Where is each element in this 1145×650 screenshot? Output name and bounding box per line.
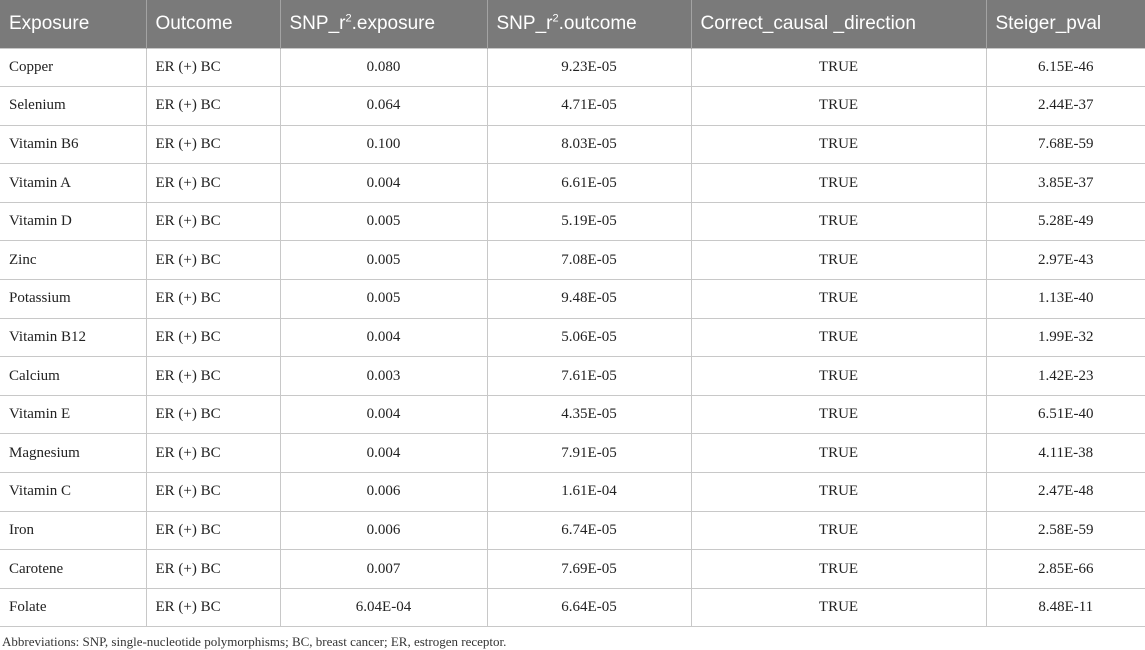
cell-steiger-pval: 7.68E-59 (986, 125, 1145, 164)
cell-steiger-pval: 2.58E-59 (986, 511, 1145, 550)
cell-snp-r2-outcome: 6.74E-05 (487, 511, 691, 550)
cell-correct-causal-direction: TRUE (691, 395, 986, 434)
cell-correct-causal-direction: TRUE (691, 588, 986, 627)
cell-steiger-pval: 1.42E-23 (986, 357, 1145, 396)
cell-snp-r2-outcome: 7.61E-05 (487, 357, 691, 396)
cell-outcome: ER (+) BC (146, 473, 280, 512)
cell-outcome: ER (+) BC (146, 48, 280, 87)
cell-snp-r2-outcome: 6.64E-05 (487, 588, 691, 627)
cell-snp-r2-outcome: 9.23E-05 (487, 48, 691, 87)
cell-exposure: Vitamin C (0, 473, 146, 512)
cell-outcome: ER (+) BC (146, 280, 280, 319)
cell-correct-causal-direction: TRUE (691, 357, 986, 396)
table-row (0, 125, 1145, 164)
cell-steiger-pval: 1.99E-32 (986, 318, 1145, 357)
header-snp-r2-outcome (487, 0, 691, 48)
header-steiger-pval: Steiger_pval (986, 0, 1145, 48)
cell-exposure: Magnesium (0, 434, 146, 473)
cell-correct-causal-direction: TRUE (691, 434, 986, 473)
cell-correct-causal-direction: TRUE (691, 241, 986, 280)
table-row (0, 588, 1145, 627)
table-row (0, 202, 1145, 241)
cell-outcome: ER (+) BC (146, 588, 280, 627)
header-snp-r2-outcome-suffix: .outcome (558, 12, 637, 34)
cell-snp-r2-outcome: 5.19E-05 (487, 202, 691, 241)
table-row (0, 87, 1145, 126)
cell-steiger-pval: 2.47E-48 (986, 473, 1145, 512)
table-row (0, 357, 1145, 396)
cell-outcome: ER (+) BC (146, 87, 280, 126)
cell-correct-causal-direction: TRUE (691, 87, 986, 126)
cell-snp-r2-outcome: 1.61E-04 (487, 473, 691, 512)
cell-correct-causal-direction: TRUE (691, 202, 986, 241)
table-row (0, 511, 1145, 550)
cell-exposure: Copper (0, 48, 146, 87)
header-snp-r2-exposure-sup: 2 (345, 12, 352, 25)
header-snp-r2-outcome-sup: 2 (552, 12, 559, 25)
cell-exposure: Vitamin E (0, 395, 146, 434)
table-row (0, 164, 1145, 203)
header-exposure: Exposure (9, 12, 90, 34)
cell-snp-r2-outcome: 4.35E-05 (487, 395, 691, 434)
cell-steiger-pval: 6.15E-46 (986, 48, 1145, 87)
cell-snp-r2-exposure: 0.005 (280, 241, 487, 280)
header-outcome: Outcome (146, 0, 280, 48)
header-snp-r2-outcome-prefix: SNP_r (496, 12, 553, 34)
cell-correct-causal-direction: TRUE (691, 550, 986, 589)
cell-exposure: Carotene (0, 550, 146, 589)
table-row (0, 48, 1145, 87)
cell-outcome: ER (+) BC (146, 511, 280, 550)
cell-snp-r2-outcome: 9.48E-05 (487, 280, 691, 319)
cell-exposure: Selenium (0, 87, 146, 126)
cell-correct-causal-direction: TRUE (691, 473, 986, 512)
cell-correct-causal-direction: TRUE (691, 511, 986, 550)
header-row (0, 0, 1145, 48)
cell-exposure: Vitamin D (0, 202, 146, 241)
cell-snp-r2-exposure: 0.004 (280, 164, 487, 203)
cell-outcome: ER (+) BC (146, 357, 280, 396)
cell-outcome: ER (+) BC (146, 125, 280, 164)
header-correct-causal-direction: Correct_causal _direction (691, 0, 986, 48)
table-row (0, 280, 1145, 319)
cell-outcome: ER (+) BC (146, 395, 280, 434)
cell-steiger-pval: 5.28E-49 (986, 202, 1145, 241)
table-row (0, 395, 1145, 434)
table-row (0, 550, 1145, 589)
cell-exposure: Folate (0, 588, 146, 627)
cell-outcome: ER (+) BC (146, 434, 280, 473)
cell-steiger-pval: 8.48E-11 (986, 588, 1145, 627)
cell-correct-causal-direction: TRUE (691, 318, 986, 357)
cell-snp-r2-exposure: 0.006 (280, 511, 487, 550)
cell-steiger-pval: 3.85E-37 (986, 164, 1145, 203)
cell-steiger-pval: 1.13E-40 (986, 280, 1145, 319)
cell-correct-causal-direction: TRUE (691, 48, 986, 87)
cell-outcome: ER (+) BC (146, 241, 280, 280)
cell-steiger-pval: 2.85E-66 (986, 550, 1145, 589)
cell-exposure: Vitamin B6 (0, 125, 146, 164)
cell-outcome: ER (+) BC (146, 164, 280, 203)
table-header (0, 0, 1145, 48)
cell-snp-r2-exposure: 0.064 (280, 87, 487, 126)
table-row (0, 434, 1145, 473)
cell-snp-r2-outcome: 7.69E-05 (487, 550, 691, 589)
cell-snp-r2-outcome: 6.61E-05 (487, 164, 691, 203)
cell-snp-r2-exposure: 0.004 (280, 395, 487, 434)
cell-steiger-pval: 2.97E-43 (986, 241, 1145, 280)
table-row (0, 241, 1145, 280)
cell-snp-r2-exposure: 0.004 (280, 318, 487, 357)
cell-outcome: ER (+) BC (146, 550, 280, 589)
header-snp-r2-exposure-prefix: SNP_r (289, 12, 346, 34)
cell-snp-r2-outcome: 4.71E-05 (487, 87, 691, 126)
cell-exposure: Calcium (0, 357, 146, 396)
table-row (0, 473, 1145, 512)
cell-exposure: Vitamin B12 (0, 318, 146, 357)
cell-snp-r2-outcome: 7.91E-05 (487, 434, 691, 473)
cell-steiger-pval: 6.51E-40 (986, 395, 1145, 434)
cell-outcome: ER (+) BC (146, 318, 280, 357)
header-snp-r2-exposure (280, 0, 487, 48)
cell-correct-causal-direction: TRUE (691, 164, 986, 203)
cell-steiger-pval: 4.11E-38 (986, 434, 1145, 473)
cell-snp-r2-exposure: 0.007 (280, 550, 487, 589)
cell-snp-r2-exposure: 0.080 (280, 48, 487, 87)
cell-exposure: Iron (0, 511, 146, 550)
cell-snp-r2-exposure: 0.005 (280, 202, 487, 241)
cell-snp-r2-outcome: 5.06E-05 (487, 318, 691, 357)
cell-exposure: Vitamin A (0, 164, 146, 203)
header-snp-r2-exposure-suffix: .exposure (351, 12, 436, 34)
cell-steiger-pval: 2.44E-37 (986, 87, 1145, 126)
table-body (0, 48, 1145, 627)
cell-snp-r2-exposure: 0.006 (280, 473, 487, 512)
cell-exposure: Potassium (0, 280, 146, 319)
cell-snp-r2-outcome: 7.08E-05 (487, 241, 691, 280)
cell-snp-r2-outcome: 8.03E-05 (487, 125, 691, 164)
cell-correct-causal-direction: TRUE (691, 125, 986, 164)
footnote: Abbreviations: SNP, single-nucleotide polymorphisms; BC, breast cancer; ER, estrogen receptor. (2, 634, 507, 649)
table-row (0, 318, 1145, 357)
cell-snp-r2-exposure: 0.003 (280, 357, 487, 396)
cell-snp-r2-exposure: 0.004 (280, 434, 487, 473)
cell-snp-r2-exposure: 0.005 (280, 280, 487, 319)
cell-exposure: Zinc (0, 241, 146, 280)
cell-snp-r2-exposure: 6.04E-04 (280, 588, 487, 627)
cell-snp-r2-exposure: 0.100 (280, 125, 487, 164)
cell-correct-causal-direction: TRUE (691, 280, 986, 319)
cell-outcome: ER (+) BC (146, 202, 280, 241)
